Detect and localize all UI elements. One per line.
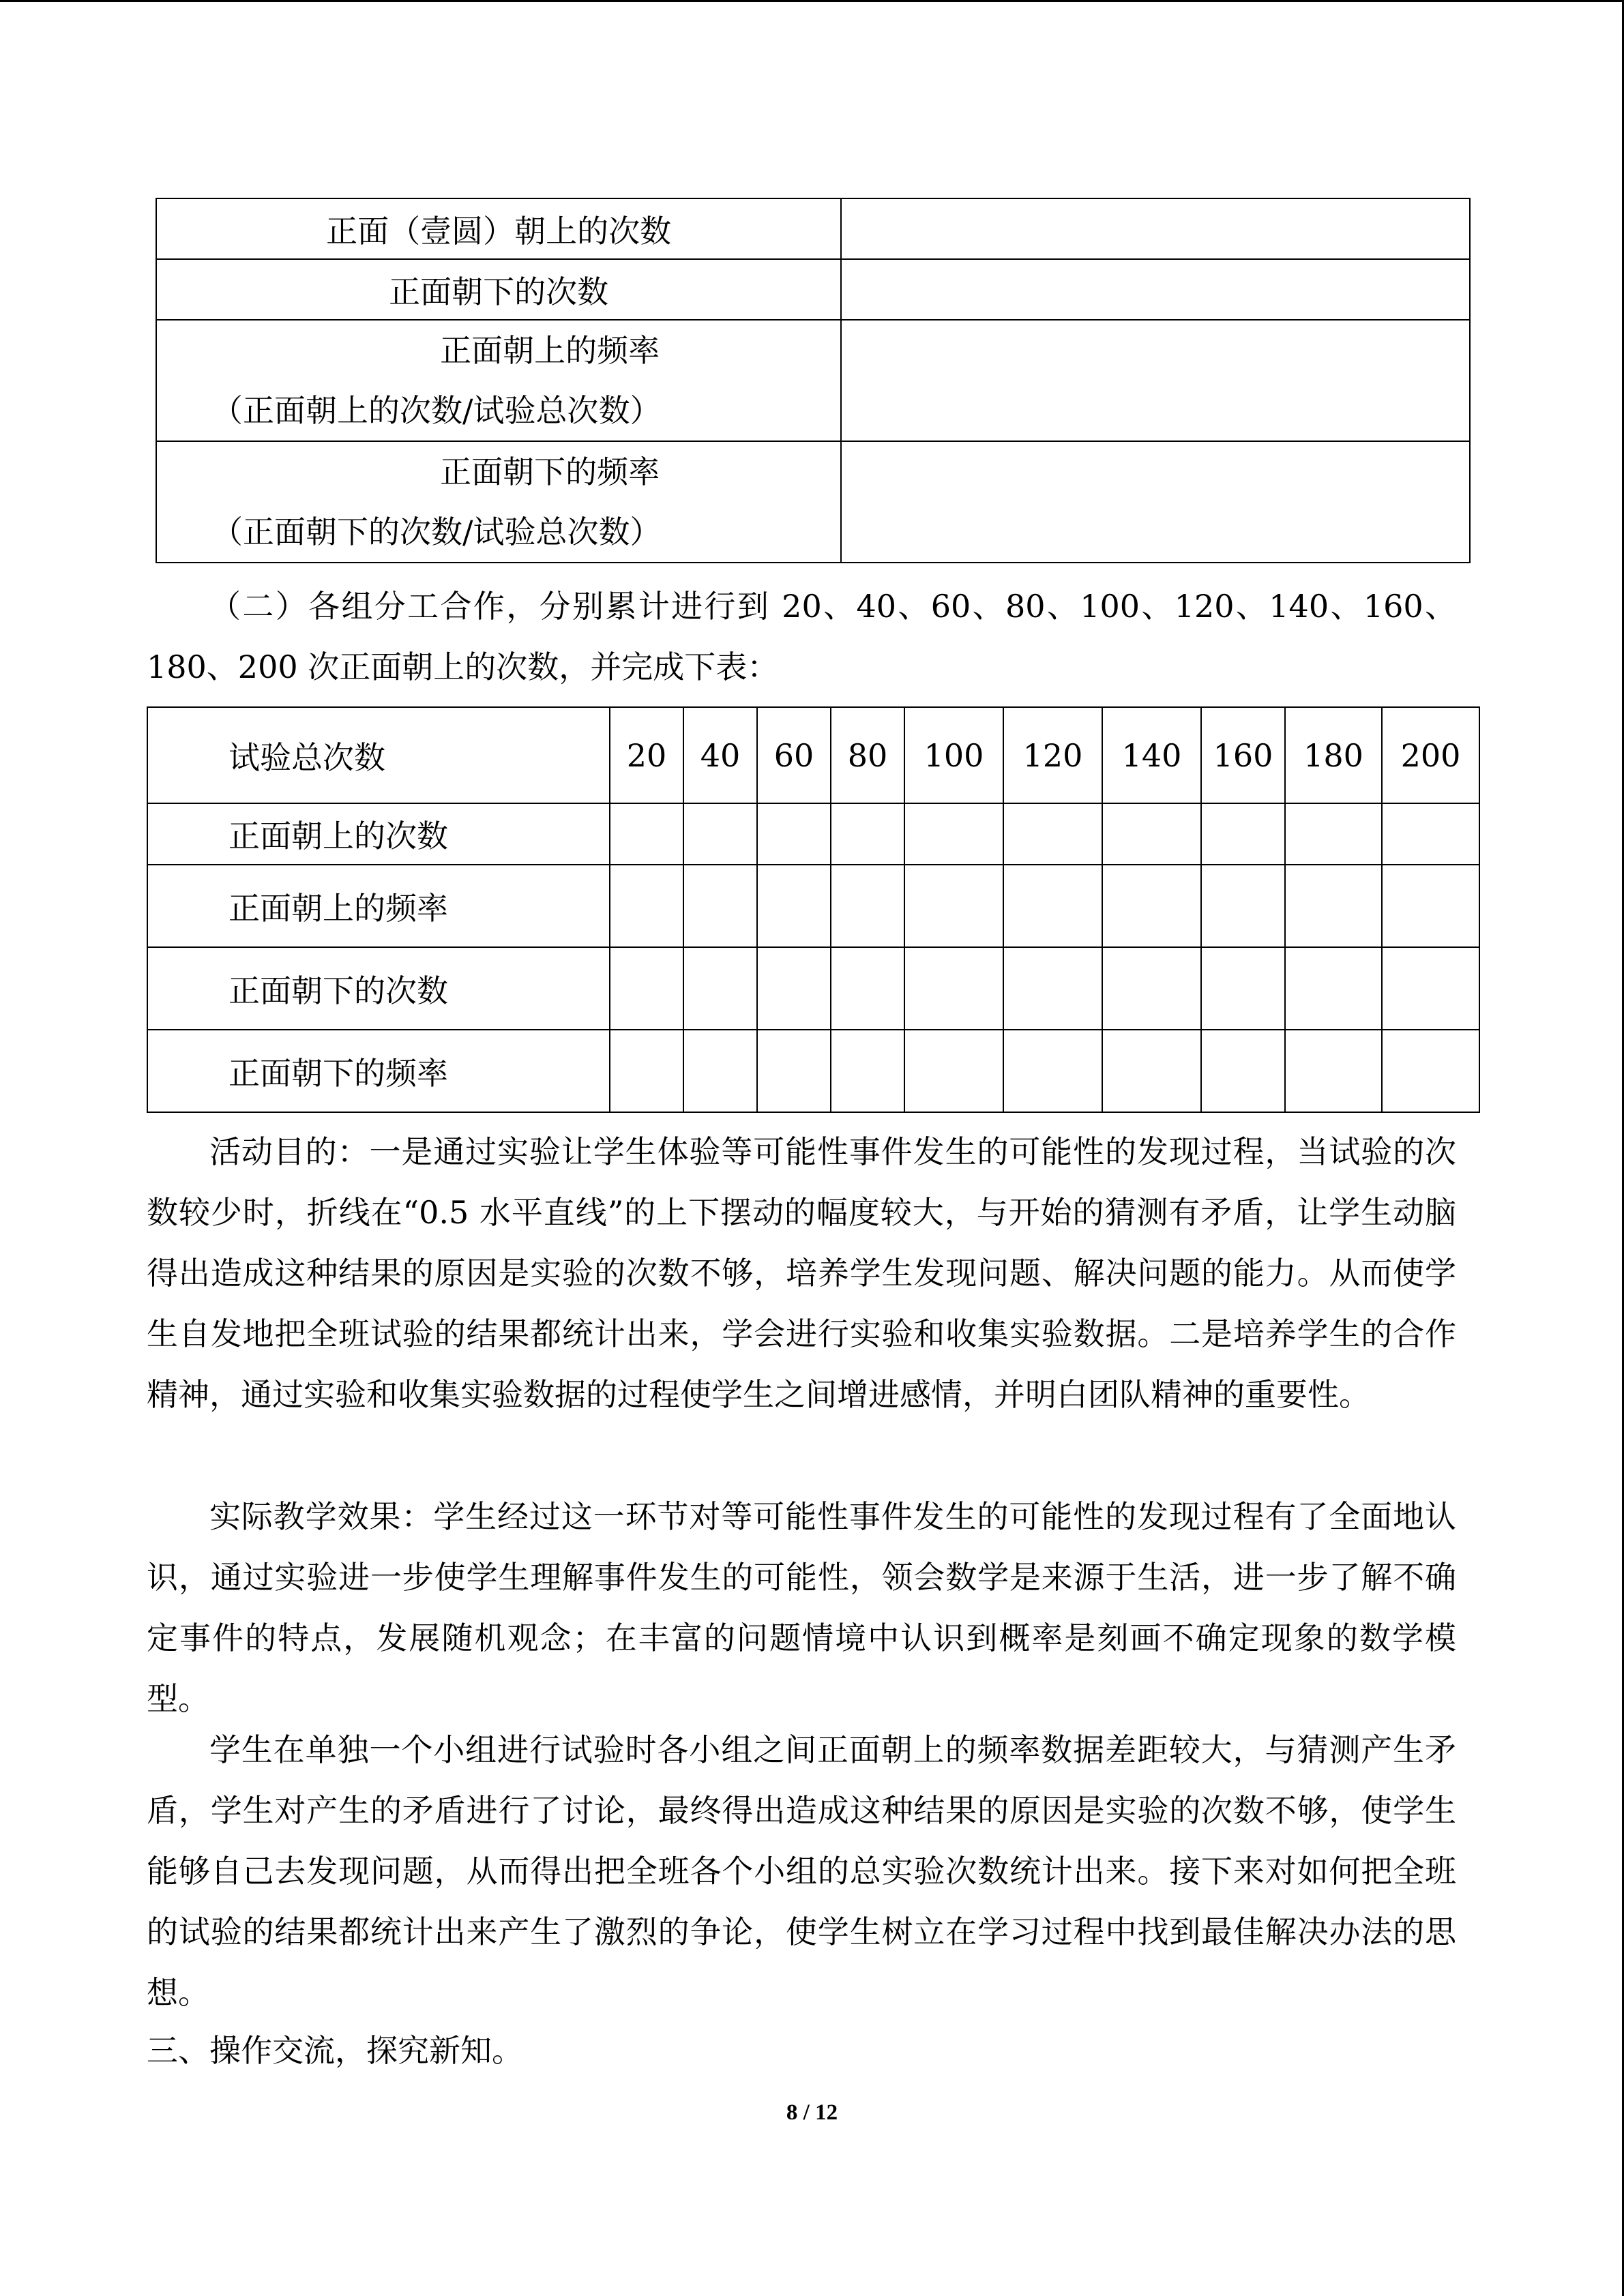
table-header-row — [147, 707, 1479, 803]
answer-cell[interactable] — [757, 1030, 831, 1112]
table-row — [156, 259, 1470, 320]
answer-cell[interactable] — [683, 947, 757, 1030]
answer-cell[interactable] — [1003, 947, 1102, 1030]
column-header: 200 — [1382, 707, 1479, 803]
section-heading: 三、操作交流，探究新知。 — [147, 2032, 523, 2069]
answer-cell[interactable] — [831, 947, 904, 1030]
activity-purpose-paragraph: 活动目的：一是通过实验让学生体验等可能性事件发生的可能性的发现过程，当试验的次数较少时，折线在“0.5 水平直线”的上下摆动的幅度较大，与开始的猜测有矛盾，让学生动脑得出造成这种结果的原因是实验的次数不够，培养学生发现问题、解决问题的能力。从而使学生自发地把全班试验的结果都统计出来，学会进行实验和收集实验数据。二是培养学生的合作精神，通过实验和收集实验数据的过程使学生之间增进感情，并明白团队精神的重要性。 — [147, 1133, 1456, 1413]
column-header: 120 — [1003, 707, 1102, 803]
answer-cell[interactable] — [841, 198, 1470, 259]
answer-cell[interactable] — [1003, 803, 1102, 865]
column-header: 40 — [683, 707, 757, 803]
answer-cell[interactable] — [904, 865, 1003, 947]
intro-paragraph: （二）各组分工合作，分别累计进行到 20、40、60、80、100、120、140、160、180、200 次正面朝上的次数，并完成下表： — [147, 588, 1456, 685]
table-row — [147, 803, 1479, 865]
answer-cell[interactable] — [1102, 947, 1201, 1030]
answer-cell[interactable] — [831, 865, 904, 947]
row-label — [156, 441, 841, 563]
answer-cell[interactable] — [1285, 1030, 1382, 1112]
answer-cell[interactable] — [610, 865, 683, 947]
answer-cell[interactable] — [841, 441, 1470, 563]
answer-cell[interactable] — [1102, 1030, 1201, 1112]
answer-cell[interactable] — [683, 803, 757, 865]
table-row — [156, 320, 1470, 441]
cumulative-trial-table — [147, 706, 1480, 1113]
answer-cell[interactable] — [1382, 947, 1479, 1030]
answer-cell[interactable] — [1102, 803, 1201, 865]
answer-cell[interactable] — [904, 947, 1003, 1030]
answer-cell[interactable] — [1003, 1030, 1102, 1112]
answer-cell[interactable] — [1003, 865, 1102, 947]
table-row — [147, 1030, 1479, 1112]
column-header: 20 — [610, 707, 683, 803]
answer-cell[interactable] — [610, 947, 683, 1030]
row-label: 正面（壹圆）朝上的次数 — [156, 198, 841, 259]
teaching-effect-paragraph: 实际教学效果：学生经过这一环节对等可能性事件发生的可能性的发现过程有了全面地认识，通过实验进一步使学生理解事件发生的可能性，领会数学是来源于生活，进一步了解不确定事件的特点，发展随机观念；在丰富的问题情境中认识到概率是刻画不确定现象的数学模型。 — [147, 1498, 1456, 1717]
page-number: 8 / 12 — [786, 2100, 838, 2125]
answer-cell[interactable] — [757, 865, 831, 947]
answer-cell[interactable] — [1201, 947, 1285, 1030]
header-label: 试验总次数 — [147, 707, 610, 803]
column-header: 60 — [757, 707, 831, 803]
table-row — [147, 947, 1479, 1030]
column-header: 140 — [1102, 707, 1201, 803]
answer-cell[interactable] — [1285, 865, 1382, 947]
column-header: 160 — [1201, 707, 1285, 803]
student-discussion-paragraph: 学生在单独一个小组进行试验时各小组之间正面朝上的频率数据差距较大，与猜测产生矛盾，学生对产生的矛盾进行了讨论，最终得出造成这种结果的原因是实验的次数不够，使学生能够自己去发现问题，从而得出把全班各个小组的总实验次数统计出来。接下来对如何把全班的试验的结果都统计出来产生了激烈的争论，使学生树立在学习过程中找到最佳解决办法的思想。 — [147, 1731, 1456, 2011]
answer-cell[interactable] — [904, 803, 1003, 865]
answer-cell[interactable] — [610, 1030, 683, 1112]
table-row — [156, 441, 1470, 563]
answer-cell[interactable] — [1285, 947, 1382, 1030]
answer-cell[interactable] — [1201, 865, 1285, 947]
answer-cell[interactable] — [841, 259, 1470, 320]
row-label: 正面朝下的频率 — [147, 1030, 610, 1112]
answer-cell[interactable] — [841, 320, 1470, 441]
answer-cell[interactable] — [683, 865, 757, 947]
row-label-main: 正面朝下的频率 — [440, 453, 660, 490]
answer-cell[interactable] — [1102, 865, 1201, 947]
row-label: 正面朝上的次数 — [147, 803, 610, 865]
answer-cell[interactable] — [757, 947, 831, 1030]
answer-cell[interactable] — [831, 1030, 904, 1112]
row-label: 正面朝下的次数 — [156, 259, 841, 320]
column-header: 80 — [831, 707, 904, 803]
answer-cell[interactable] — [1382, 803, 1479, 865]
table-row — [156, 198, 1470, 259]
table-row — [147, 865, 1479, 947]
row-label — [156, 320, 841, 441]
answer-cell[interactable] — [904, 1030, 1003, 1112]
row-label: 正面朝下的次数 — [147, 947, 610, 1030]
coin-result-table — [156, 198, 1471, 563]
top-border — [0, 0, 1624, 2]
column-header: 180 — [1285, 707, 1382, 803]
answer-cell[interactable] — [1201, 803, 1285, 865]
row-label: 正面朝上的频率 — [147, 865, 610, 947]
answer-cell[interactable] — [683, 1030, 757, 1112]
answer-cell[interactable] — [1285, 803, 1382, 865]
answer-cell[interactable] — [610, 803, 683, 865]
answer-cell[interactable] — [831, 803, 904, 865]
answer-cell[interactable] — [1201, 1030, 1285, 1112]
row-label-sub: （正面朝下的次数/试验总次数） — [211, 513, 662, 550]
row-label-sub: （正面朝上的次数/试验总次数） — [211, 392, 662, 429]
answer-cell[interactable] — [757, 803, 831, 865]
row-label-main: 正面朝上的频率 — [440, 332, 660, 369]
column-header: 100 — [904, 707, 1003, 803]
answer-cell[interactable] — [1382, 1030, 1479, 1112]
answer-cell[interactable] — [1382, 865, 1479, 947]
